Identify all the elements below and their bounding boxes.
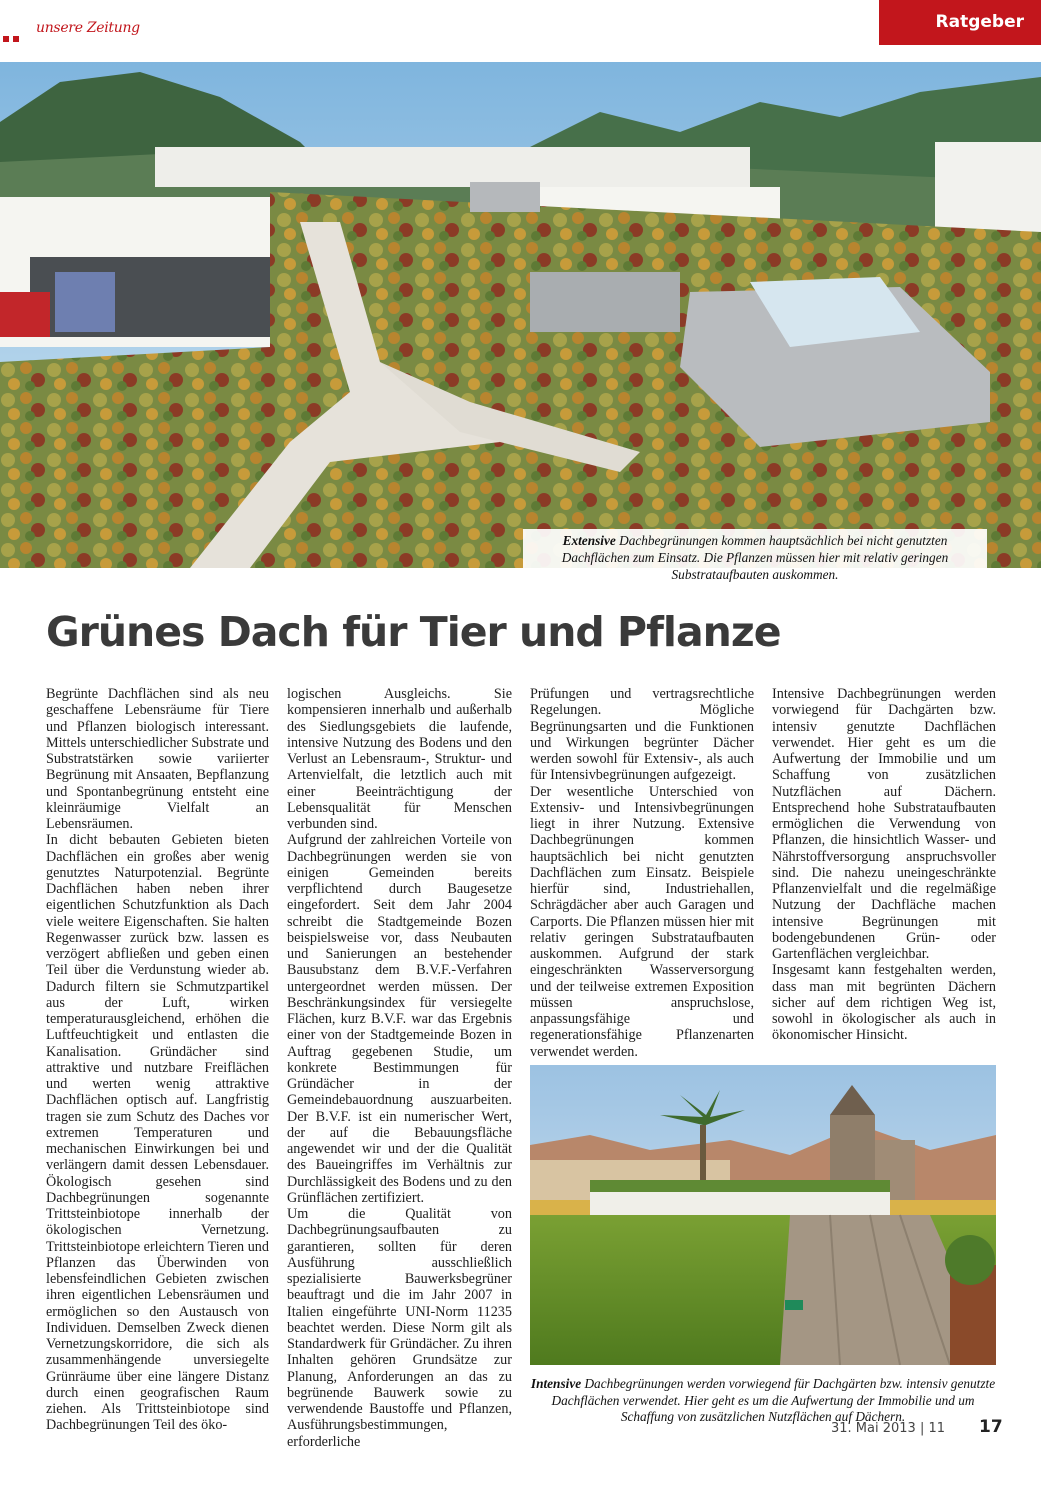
- paragraph: Insgesamt kann festgehalten werden, dass man mit begrünten Dächern sicher auf dem richtigen Weg ist, sowohl in ökologischer als auch in ökonomischer Hinsicht.: [772, 962, 996, 1044]
- section-label: Ratgeber: [879, 0, 1041, 45]
- publication-logo: unsere Zeitung: [36, 20, 140, 36]
- paragraph: logischen Ausgleichs. Sie kompensieren innerhalb und außerhalb des Siedlungsgebiets die laufende, intensive Nutzung des Bodens und den Verlust an Lebensraum-, Struktur- und Artenvielfalt, die letztlich auch mit einer Beeinträchtigung der Lebensqualität für Menschen verbunden sind.: [287, 686, 512, 832]
- paragraph: In dicht bebauten Gebieten bieten Dachflächen ein großes aber wenig genutztes Naturpotenzial. Begrünte Dachflächen haben neben ihrer eigentlichen Schutzfunktion als Dach viele weitere Eigenschaften. Sie halten Regenwasser zurück bzw. lassen es verzögert abfließen und geben einen Teil über die Verdunstung wieder ab. Dadurch filtern sie Schmutzpartikel aus der Luft, wirken temperaturausgleichend, erhöhen die Luftfeuchtigkeit und entlasten die Kanalisation. Gründächer sind attraktive und nutzbare Freiflächen und werten wenig attraktive Dachflächen optisch auf. Langfristig tragen sie zum Schutz des Daches vor extremen Temperaturen und mechanischen Einwirkungen bei und verlängern damit dessen Lebensdauer. Ökologisch gesehen sind Dachbegrünungen sogenannte Trittsteinbiotope innerhalb der ökologischen Vernetzung. Trittsteinbiotope erleichtern Tieren und Pflanzen das Überwinden von lebensfeindlichen Gebieten zwischen ihren eigentlichen Lebensräumen und ermöglichen so den Austausch von Individuen. Demselben Zweck dienen Vernetzungskorridore, die sich als zusammenhängende unversiegelte Grünräume über eine längere Distanz durch einen geografischen Raum ziehen. Als Trittsteinbiotope sind Dachbegrünungen Teil des öko-: [46, 832, 269, 1434]
- header-dots: [3, 29, 23, 47]
- caption-text: Dachbegrünungen kommen hauptsächlich bei nicht genutzten Dachflächen zum Einsatz. Die Pflanzen müssen hier mit relativ geringen Substrataufbauten auskommen.: [561, 533, 949, 582]
- paragraph: Aufgrund der zahlreichen Vorteile von Dachbegrünungen werden sie von einigen Gemeinden bereits verpflichtend durch Baugesetze eingefordert. Seit dem Jahr 2004 schreibt die Stadtgemeinde Bozen beispielsweise vor, dass Neubauten und Sanierungen an bestehender Bausubstanz dem B.V.F.-Verfahren untergeordnet werden müssen. Der Beschränkungsindex für versiegelte Flächen, kurz B.V.F. war das Ergebnis einer von der Stadtgemeinde Bozen in Auftrag gegebenen Studie, um konkrete Bestimmungen für Gründächer in der Gemeindebauordnung auszuarbeiten. Der B.V.F. ist ein numerischer Wert, der auf die Bebauungsfläche angewendet wir und der die Qualität des Baueingriffes im Verhältnis zur Durchlässigkeit des Bodens und zu den Grünflächen zertifiziert.: [287, 832, 512, 1206]
- issue-date: 31. Mai 2013 | 11: [831, 1421, 946, 1436]
- paragraph: Prüfungen und vertragsrechtliche Regelungen. Mögliche Begrünungsarten und die Funktionen und Wirkungen begrünter Dächer werden sowohl für Extensiv-, als auch für Intensivbegrünungen aufgezeigt.: [530, 686, 754, 784]
- caption-lead: Extensive: [562, 533, 616, 548]
- photo-intensive-caption: [530, 1376, 996, 1426]
- paragraph: Um die Qualität von Dachbegrünungsaufbauten zu garantieren, sollten für deren Ausführung ausschließlich spezialisierte Bauwerksbegrüner beauftragt und die im Jahr 2007 in Italien eingeführte UNI-Norm 11235 beachtet werden. Diese Norm gilt als Standardwerk für Gründächer. Zu ihren Inhalten gehören Grundsätze zur Planung, Anforderungen an das zu begrünende Bauwerk sowie zu verwendende Baustoffe und Pflanzen, Ausführungsbestimmungen, erforderliche: [287, 1206, 512, 1450]
- paragraph: Der wesentliche Unterschied von Extensiv- und Intensivbegrünungen liegt in ihrer Nutzung. Extensive Dachbegrünungen kommen hauptsächlich bei nicht genutzten Dachflächen zum Einsatz. Beispiele hierfür sind, Industriehallen, Schrägdächer aber auch Garagen und Carports. Die Pflanzen müssen hier mit relativ geringen Substrataufbauten auskommen. Aufgrund der stark eingeschränkten Wasserversorgung und der teilweise extremen Exposition müssen anspruchslose, anpassungsfähige und regenerationsfähige Pflanzenarten verwendet werden.: [530, 783, 754, 1060]
- caption-text: Dachbegrünungen werden vorwiegend für Dachgärten bzw. intensiv genutzte Dachflächen verwendet. Hier geht es um die Aufwertung der Immobilie und um Schaffung von zusätzlichen Nutzflächen auf Dächern.: [551, 1376, 996, 1424]
- article-column-1: [46, 686, 269, 1434]
- page-number: 17: [979, 1417, 1003, 1437]
- paragraph: Intensive Dachbegrünungen werden vorwiegend für Dachgärten bzw. intensiv genutzte Dachflächen verwendet. Hier geht es um die Aufwertung der Immobilie und um Schaffung von zusätzlichen Nutzflächen auf Dächern. Entsprechend hohe Substrataufbauten ermöglichen die Verwendung von Pflanzen, die hinsichtlich Wasser- und Nährstoffversorgung anspruchsvoller sind. Die nahezu uneingeschränkte Pflanzenvielfalt und die regelmäßige Nutzung der Dachfläche machen intensive Begrünungen mit bodengebundenen Grün- oder Gartenflächen vergleichbar.: [772, 686, 996, 962]
- photo-intensive-roof-garden: [530, 1065, 996, 1365]
- hero-photo-extensive-roof: [0, 62, 1041, 568]
- article-column-3: [530, 686, 754, 1060]
- paragraph: Begrünte Dachflächen sind als neu geschaffene Lebensräume für Tiere und Pflanzen biologisch interessant. Mittels unterschiedlicher Substrate und Substratstärken sowie variierter Begrünung mit Ansaaten, Bepflanzung und Spontanbegrünung entsteht eine kleinräumige Vielfalt an Lebensräumen.: [46, 686, 269, 832]
- article-column-2: [287, 686, 512, 1450]
- caption-lead: Intensive: [530, 1376, 582, 1391]
- article-title: Grünes Dach für Tier und Pflanze: [46, 608, 781, 656]
- hero-photo-caption: [523, 529, 987, 582]
- article-column-4: [772, 686, 996, 1044]
